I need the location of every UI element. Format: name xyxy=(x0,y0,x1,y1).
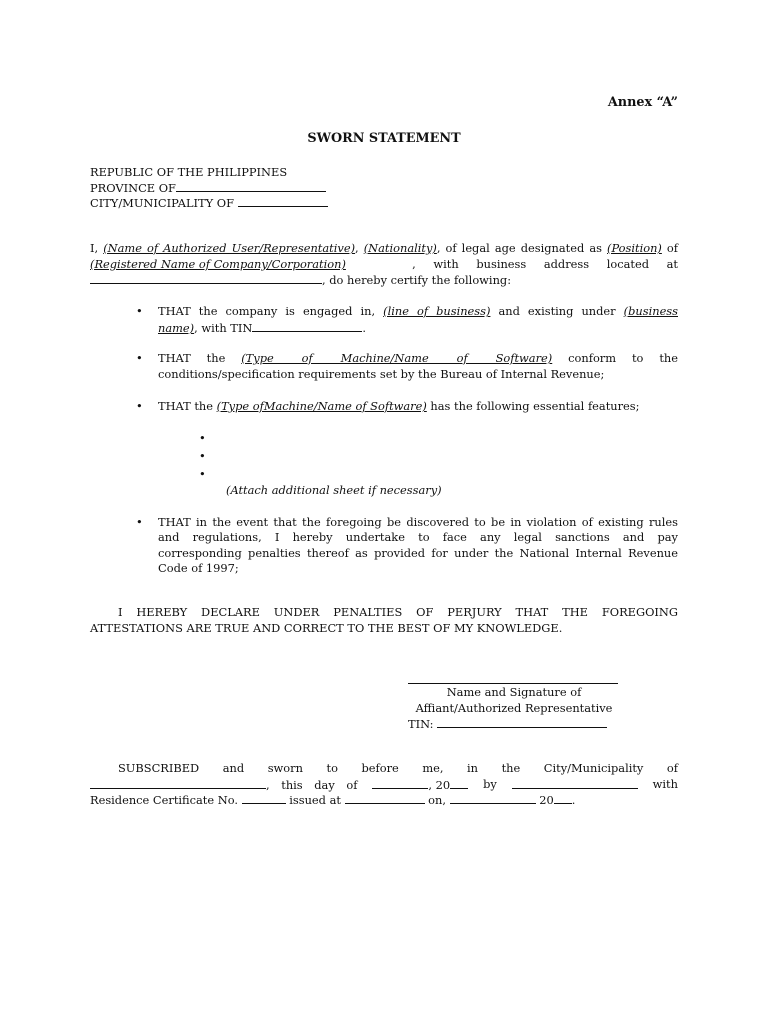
declaration-line-1: I HEREBY DECLARE UNDER PENALTIES OF PERJURY THAT THE FOREGOING xyxy=(118,605,678,619)
bullet-2-line-2: conditions/specification requirements set by the Bureau of Internal Revenue; xyxy=(158,367,605,381)
intro-comma: , xyxy=(355,241,364,255)
bullet-4-line-3: corresponding penalties thereof as provided for under the National Internal Revenue xyxy=(158,546,678,560)
machine-software-placeholder-2: (Type ofMachine/Name of Software) xyxy=(216,399,427,413)
feature-bullet-1: • xyxy=(199,431,206,445)
address-blank[interactable] xyxy=(90,272,322,284)
intro-address: , with business address located at xyxy=(412,257,678,271)
company-placeholder: (Registered Name of Company/Corporation) xyxy=(90,257,346,271)
day-blank[interactable] xyxy=(372,777,428,789)
issued-year-blank[interactable] xyxy=(554,792,572,804)
name-placeholder: (Name of Authorized User/Representative) xyxy=(103,241,356,255)
province-label: PROVINCE OF xyxy=(90,181,176,195)
position-placeholder: (Position) xyxy=(607,241,662,255)
machine-software-placeholder: (Type of Machine/Name of Software) xyxy=(241,351,553,365)
bullet-4-line-4: Code of 1997; xyxy=(158,561,239,575)
intro-of: of xyxy=(661,241,679,255)
declaration-line-2: ATTESTATIONS ARE TRUE AND CORRECT TO THE BEST OF MY KNOWLEDGE. xyxy=(90,621,563,635)
by-blank[interactable] xyxy=(512,777,638,789)
annex-label: Annex “A” xyxy=(607,95,678,110)
intro-line-1 xyxy=(90,241,678,257)
signature-label-2: Affiant/Authorized Representative xyxy=(415,701,613,715)
tin-blank[interactable] xyxy=(252,320,362,332)
business-name-placeholder: (business xyxy=(623,304,678,318)
attach-note: (Attach additional sheet if necessary) xyxy=(226,483,442,497)
bullet-1-line-2: name), with TIN . xyxy=(158,321,366,335)
signature-label-1: Name and Signature of xyxy=(446,685,582,699)
bullet-2-dot: • xyxy=(136,351,143,365)
province-blank[interactable] xyxy=(176,180,326,192)
intro-i: I, xyxy=(90,241,104,255)
city-label: CITY/MUNICIPALITY OF xyxy=(90,196,235,210)
document-title: SWORN STATEMENT xyxy=(307,131,461,146)
republic-line xyxy=(90,165,287,181)
bullet-1-dot: • xyxy=(136,304,143,318)
intro-line-3 xyxy=(90,272,511,289)
signature-line[interactable] xyxy=(408,683,618,684)
subscribed-line-1: SUBSCRIBED and sworn to before me, in the City/Municipality of xyxy=(118,761,678,775)
nationality-placeholder: (Nationality) xyxy=(363,241,437,255)
signature-tin-line xyxy=(408,716,607,733)
city-blank[interactable] xyxy=(238,195,328,207)
feature-bullet-3: • xyxy=(199,467,206,481)
city-municipality-blank[interactable] xyxy=(90,777,266,789)
city-line xyxy=(90,195,328,212)
issued-on-blank[interactable] xyxy=(450,792,536,804)
subscribed-line-3: Residence Certificate No. issued at on, 20 . xyxy=(90,793,576,807)
residence-cert-blank[interactable] xyxy=(242,792,286,804)
feature-bullet-2: • xyxy=(199,449,206,463)
republic-text: REPUBLIC OF THE PHILIPPINES xyxy=(90,165,288,179)
intro-line-2 xyxy=(90,257,678,273)
bullet-4-line-2: and regulations, I hereby undertake to face any legal sanctions and pay xyxy=(158,530,678,544)
year-blank[interactable] xyxy=(450,777,468,789)
intro-certify: , do hereby certify the following: xyxy=(322,273,512,287)
signature-tin-label: TIN: xyxy=(408,717,434,731)
bullet-4-line-1: THAT in the event that the foregoing be discovered to be in violation of existing rules xyxy=(158,515,678,529)
bullet-1-line-1: THAT the company is engaged in, (line of business) and existing under (business xyxy=(158,304,678,318)
issued-at-blank[interactable] xyxy=(345,792,425,804)
bullet-3-dot: • xyxy=(136,399,143,413)
subscribed-line-2: , this day of , 20 by with xyxy=(90,777,678,794)
bullet-2-line-1: THAT the (Type of Machine/Name of Software) conform to the xyxy=(158,351,678,365)
intro-legal-age: , of legal age designated as xyxy=(436,241,608,255)
line-of-business-placeholder: (line of business) xyxy=(383,304,491,318)
signature-tin-blank[interactable] xyxy=(437,716,607,728)
bullet-4-dot: • xyxy=(136,515,143,529)
bullet-3-line-1: THAT the (Type ofMachine/Name of Software) has the following essential features; xyxy=(158,399,640,413)
